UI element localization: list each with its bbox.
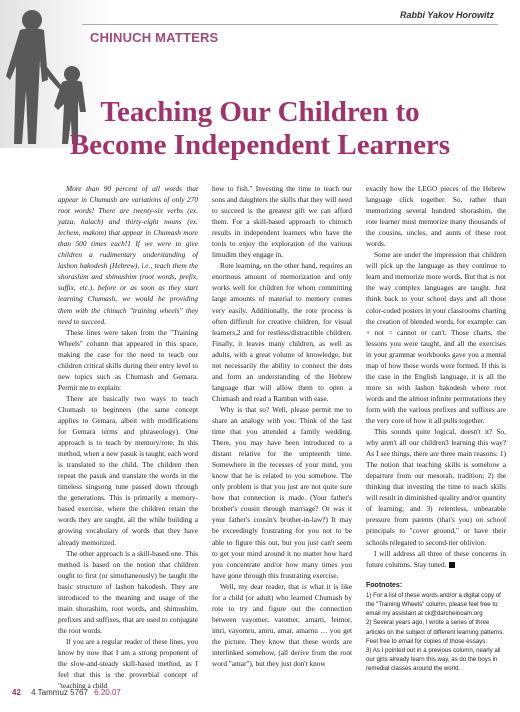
- closing-text: I will address all three of these concerns in future columns. Stay tuned.: [366, 548, 506, 569]
- paragraph: This sounds quite logical, doesn't it? So, why aren't all our children3 learning this way? As I see things, there are three main reasons: 1) The notion that teaching skills is somehow a departure from our mesorah, tradition; 2) the thinking that investing the time to teach skills will result in diminished quality and/or quantity of learning; and 3) relentless, unbearable pressure from parents (that's you) on school principals to "cover ground," or have their schools relegated to second-tier oblivion.: [366, 427, 506, 547]
- page-footer: [12, 688, 121, 697]
- title-line-1: Teaching Our Children to: [100, 96, 420, 128]
- paragraph: how to fish." Investing the time to teach our sons and daughters the skills that they will need to succeed is the greatest gift we can afford them. For a skill-based approach to chinuch results in independent learners who have the tools to enjoy the exploration of the various limudim they engage in.: [212, 184, 352, 260]
- footnote-2: 2) Several years ago, I wrote a series of three articles on the subject of different learning patterns. Feel free to email for copies of those essays.: [366, 619, 505, 645]
- paragraph: Why is that so? Well, please permit me to share an analogy with you. Think of the last time that you attended a family wedding. There, you may have been introduced to a distant relative for the umpteenth time. Somewhere in the recesses of your mind, you know that he is related to you somehow. The only problem is that you just are not quite sure how that connection is made. (Your father's brother's cousin through marriage? Or was it your father's cousin's brother-in-law?) It may be exceedingly frustrating for you not to be able to figure this out, but you just can't seem to get your mind around it no matter how hard you concentrate and/or how many times you have gone through this frustrating exercise.: [212, 404, 352, 580]
- column-2: [212, 183, 352, 669]
- intro-paragraph: More than 90 percent of all words that appear in Chumash are variations of only 270 root words! There are twenty-six verbs (ex. yatza, halach) and thirty-eight nouns (ex. lechem, makom) that appear in Chumash more than 500 times each!1 If we were to give children a rudimentary understanding of lashon hakodesh (Hebrew), i.e., teach them the shorashim and shimushim (root words, prefix, suffix, etc.), before or as soon as they start learning Chumash, we would be providing them with the chinuch "training wheels" they need to succeed.: [58, 184, 198, 326]
- header-divider: [82, 24, 498, 25]
- column-3: [366, 183, 506, 674]
- issue-label: 4 Tammuz 5767: [31, 688, 88, 697]
- paragraph: There are basically two ways to teach Chumash to beginners (the same concept applies to Gemara, albeit with modifications for Gemara terms and phraseology). One approach is to teach by memory/rote. In this method, when a new pasuk is taught, each word is translated to the child. The children then repeat the pasuk and translate the words in the timeless singsong tune passed down through the generations. This is primarily a memory-based exercise, where the children retain the words they are taught, all the while building a growing vocabulary of words that they have already memorized.: [58, 393, 198, 547]
- closing-paragraph: [366, 548, 506, 570]
- issue-date: 6.20.07: [94, 688, 121, 697]
- paragraph: These lines were taken from the "Training Wheels" column that appeared in this space, making the case for the need to teach our children critical skills during their entry level to new topics such as Chumash and Gemara. Permit me to explain:: [58, 327, 198, 392]
- paragraph: Rote learning, on the other hand, requires an enormous amount of memorization and only works well for children for whom committing large amounts of material to memory comes very easily. Additionally, the rote process is often difficult for creative children, for visual learners,2 and for restless/distractible children. Finally, it leaves many children, as well as adults, with a great volume of knowledge, but not necessarily the ability to connect the dots and form an understanding of the Hebrew language that will allow them to open a Chumash and read a Ramban with ease.: [212, 261, 352, 403]
- author-name: Rabbi Yakov Horowitz: [399, 10, 494, 20]
- section-title: CHINUCH MATTERS: [90, 30, 219, 45]
- article-title: [0, 96, 520, 162]
- paragraph: Some are under the impression that children will pick up the language as they continue to learn and memorize more words. But that is not the way complex languages are taught. Just think back to your school days and all those color-coded posters in your classrooms charting the creation of blended words, for example: can + not = cannot or can't. Those charts, the lessons you were taught, and all the exercises in your grammar workbooks gave you a mental map of how those words were formed. If this is the case in the English language, it is all the more so with lashon hakodesh where root words and the almost infinite permutations they form with the various prefixes and suffixes are the very core of how it all pulls together.: [366, 250, 506, 425]
- paragraph: If you are a regular reader of these lines, you know by now that I am a strong proponent of the slow-and-steady skill-based method, as I feel that this is the proverbial concept of "teaching a child: [58, 636, 198, 691]
- end-mark-icon: [449, 562, 455, 568]
- footnotes-heading: Footnotes:: [366, 581, 403, 589]
- column-1: [58, 183, 198, 691]
- paragraph: Well, my dear reader, that is what it is like for a child (or adult) who learned Chumash by rote to try and figure out the connection between vayomer, vatomer, amarti, leimor, imri, vayomru, amru, amar, amarnu … you get the picture. They know that these words are interlinked somehow, (all derive from the root word "amar"), but they just don't know: [212, 581, 352, 669]
- title-line-2: Become Independent Learners: [69, 129, 451, 161]
- page-number: 42: [12, 688, 21, 697]
- article-body: [58, 183, 506, 691]
- paragraph: exactly how the LEGO pieces of the Hebrew language click together. So, rather than memorizing several hundred shorashim, the rote learner must memorize many thousands of the cousins, uncles, and aunts of these root words.: [366, 184, 506, 249]
- footnote-1: 1) For a list of these words and/or a digital copy of the "Training Wheels" column, please feel free to email my assistant at ck@darcheinoam.org: [366, 591, 501, 618]
- footnote-3: 3) As I pointed out in a previous column, nearly all our girls already learn this way, as do the boys in remedial classes around the world.: [366, 646, 501, 673]
- paragraph: The other approach is a skill-based one. This method is based on the notion that children ought to first (or simultaneously) be taught the basic structure of lashon hakodesh. They are introduced to the meaning and usage of the main shorashim, root words, and shimushim, prefixes and suffixes, that are used to conjugate the root words.: [58, 548, 198, 635]
